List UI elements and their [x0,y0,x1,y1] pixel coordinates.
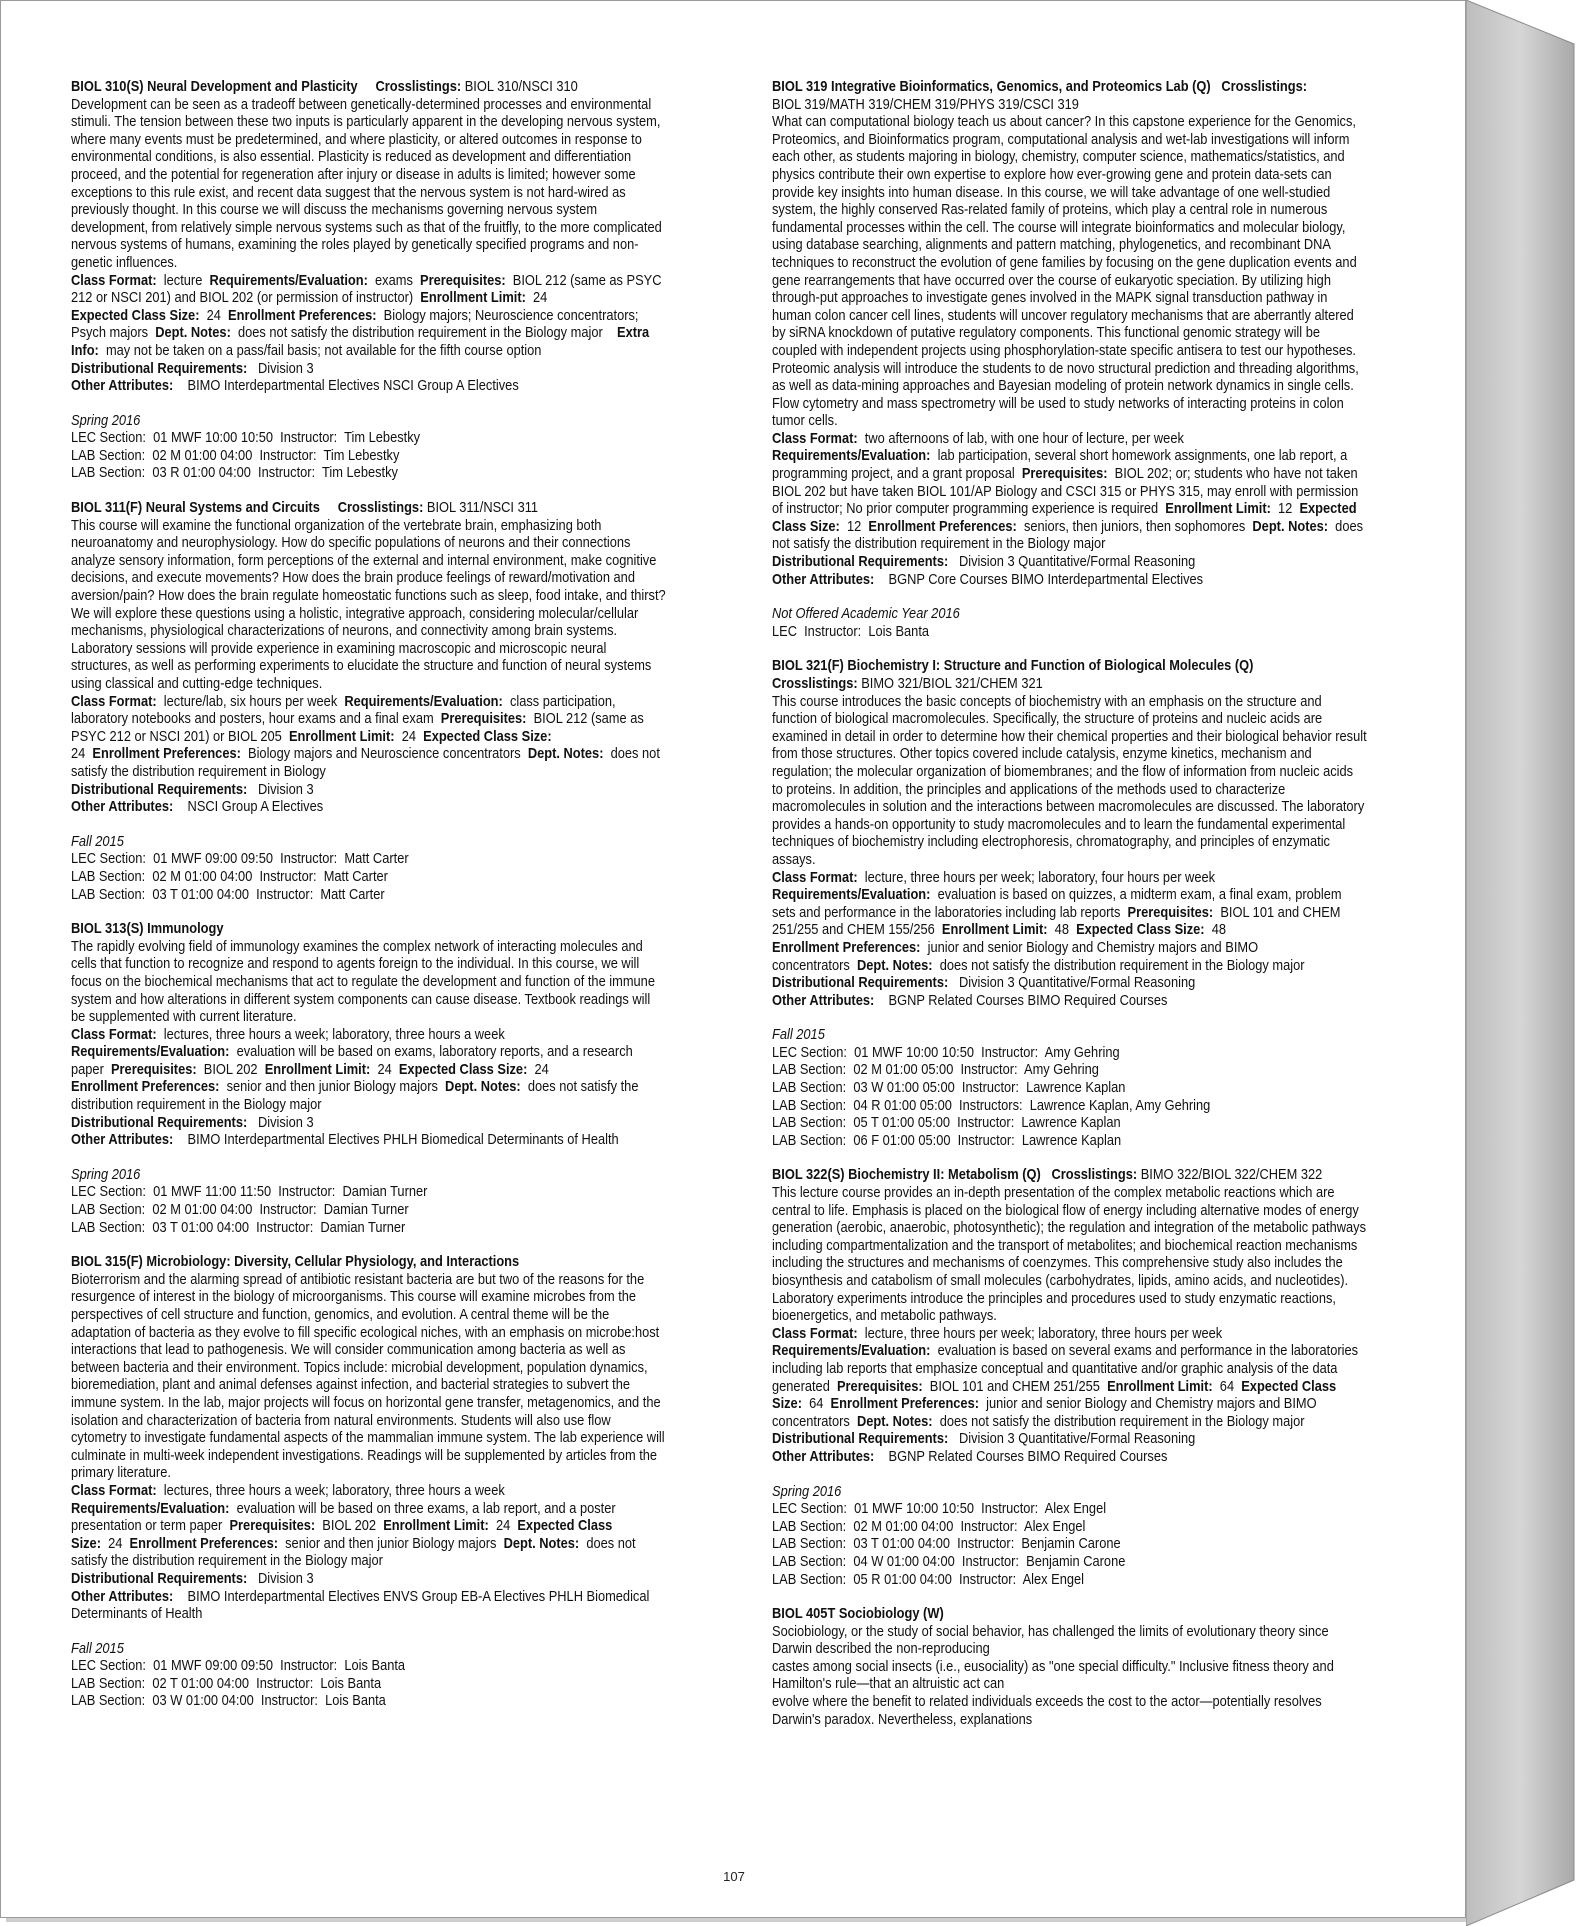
detail-value: BIOL 212 (same as PSYC 212 or NSCI 201) and BIOL 202 (or permission of instructor) [71,272,662,307]
detail-label: Requirements/Evaluation: [71,1500,230,1517]
detail-label: Dept. Notes: [856,1413,933,1430]
distribution-value: Division 3 [257,781,314,798]
attributes-value: BGNP Related Courses BIMO Required Courses [888,1448,1168,1465]
section-row: LAB Section: 03 T 01:00 04:00 Instructor: Benjamin Carone [772,1536,1121,1553]
left-column [71,79,666,1711]
course-description: This lecture course provides an in-depth presentation of the complex metabolic reactions which are central to life. Emphasis is placed on the biological flow of energy including alternative modes of energy generation (aerobic, anaerobic, photosynthetic); the regulation and integration of the metabolic pathways including compartmentalization and the transport of metabolites; and biochemical reaction mechanisms including the structures and mechanisms of coenzymes. This comprehensive study also includes the biosynthesis and catabolism of small molecules (carbohydrates, lipids, amino acids, and nucleotides). Laboratory experiments introduce the principles and procedures used to study enzymatic reactions, bioenergetics, and metabolic pathways. [772,1185,1366,1325]
detail-value: 64 [809,1396,824,1413]
section-row: LEC Instructor: Lois Banta [772,623,930,640]
detail-value: evaluation will be based on exams, laboratory reports, and a research paper [71,1044,633,1078]
section-row: LAB Section: 02 M 01:00 04:00 Instructor: Tim Lebestky [71,447,400,464]
distribution-value: Division 3 Quantitative/Formal Reasoning [958,975,1196,992]
term-label: Not Offered Academic Year 2016 [772,606,960,623]
section-row: LEC Section: 01 MWF 10:00 10:50 Instructor: Alex Engel [772,1501,1107,1518]
detail-label: Prerequisites: [229,1518,316,1535]
detail-label: Class Format: [772,1325,858,1342]
distribution-value: Division 3 [257,360,314,377]
section-row: LAB Section: 03 W 01:00 04:00 Instructor: Lois Banta [71,1693,386,1710]
detail-label: Requirements/Evaluation: [772,1343,931,1360]
detail-value: BIOL 212 (same as PSYC 212 or NSCI 201) or BIOL 205 [71,711,644,745]
section-row: LAB Section: 03 W 01:00 05:00 Instructor: Lawrence Kaplan [772,1080,1126,1097]
detail-value: lecture/lab, six hours per week [163,693,338,710]
detail-value: Biology majors and Neuroscience concentrators [248,746,521,763]
detail-value: does not satisfy the distribution requirement in the Biology major [237,325,603,342]
section-list [71,1167,666,1237]
course-description: This course introduces the basic concepts of biochemistry with an emphasis on the structure and function of biological macromolecules. Specifically, the structure of proteins and nucleic acids are examined in detail in order to determine how their chemical properties and their biological behavior result from those structures. Other topics covered include catalysis, enzyme kinetics, mechanism and regulation; the molecular organization of biomembranes; and the flow of information from nucleic acids to proteins. In addition, the principles and applications of the methods used to characterize macromolecules in solution and the interactions between macromolecules are discussed. The laboratory provides a hands-on opportunity to study macromolecules and to learn the fundamental experimental techniques of biochemistry including electrophoresis, chromatography, and principles of enzymatic assays. [772,693,1367,868]
detail-label: Enrollment Limit: [264,1061,371,1078]
detail-label: Class Format: [772,430,858,447]
detail-label: Class Format: [71,693,157,710]
detail-label: Expected Class Size: [71,1518,613,1552]
detail-label: Enrollment Limit: [1165,501,1271,518]
detail-value: junior and senior Biology and Chemistry majors and BIMO concentrators [772,1396,1317,1430]
section-row: LAB Section: 02 M 01:00 04:00 Instructor: Damian Turner [71,1202,409,1219]
section-row: LAB Section: 03 R 01:00 04:00 Instructor: Tim Lebestky [71,465,398,482]
section-list [71,413,666,483]
distribution-label: Distributional Requirements: [71,1570,248,1587]
section-row: LAB Section: 05 R 01:00 04:00 Instructor: Alex Engel [772,1571,1084,1588]
section-row: LAB Section: 02 T 01:00 04:00 Instructor: Lois Banta [71,1675,382,1692]
distribution-label: Distributional Requirements: [71,781,248,798]
distribution-value: Division 3 [257,1570,314,1587]
detail-label: Enrollment Limit: [1107,1378,1213,1395]
detail-label: Requirements/Evaluation: [772,448,931,465]
detail-label: Expected Class Size: [772,501,1357,535]
crosslistings: BIOL 319/MATH 319/CHEM 319/PHYS 319/CSCI 319 [772,96,1079,113]
attributes-label: Other Attributes: [772,571,875,588]
course-description-line: Sociobiology, or the study of social behavior, has challenged the limits of evolutionary theory since Darwin described the non-reproducing [772,1623,1329,1658]
distribution-label: Distributional Requirements: [772,975,949,992]
detail-value: BIOL 202 [203,1061,258,1078]
course-title: BIOL 315(F) Microbiology: Diversity, Cellular Physiology, and Interactions [71,1254,520,1271]
section-list [772,606,1367,641]
crosslist-label: Crosslistings: [337,500,424,517]
course-details [772,870,1367,976]
course-description: What can computational biology teach us about cancer? In this capstone experience for the Genomics, Proteomics, and Bioinformatics program, computational analysis and wet-lab investigations will inform each other, as students majoring in biology, chemistry, computer science, mathematics/statistics, and physics contribute their own expertise to explore how ever-growing gene and protein data-sets can provide key insights into human disease. In this course, we will take advantage of one well-studied system, the highly conserved Ras-related family of proteins, which play a central role in numerous fundamental processes within the cell. The course will integrate bioinformatics and molecular biology, using database searching, alignments and pattern matching, phylogenetics, and recombinant DNA techniques to reconstruct the evolution of gene families by focusing on the gene duplication events and gene rearrangements that have occurred over the course of eukaryotic speciation. By utilizing high through-put approaches to investigate genes involved in the MAPK signal transduction pathway in human colon cancer cell lines, students will uncover regulatory mechanisms that are aberrantly altered by siRNA knockdown of putative regulatory components. This functional genomic strategy will be coupled with independent projects using phosphorylation-state specific antisera to test our hypotheses. Proteomic analysis will introduce the students to de novo structural prediction and threading algorithms, as well as data-mining approaches and Bayesian modeling of protein network dynamics in single cells. Flow cytometry and mass spectrometry will be used to study networks of interacting proteins in colon tumor cells. [772,114,1359,430]
detail-value: BIOL 101 and CHEM 251/255 [929,1378,1100,1395]
section-row: LAB Section: 03 T 01:00 04:00 Instructor: Matt Carter [71,886,385,903]
detail-value: 48 [1211,922,1227,939]
course-entry [71,1254,666,1711]
section-row: LAB Section: 06 F 01:00 05:00 Instructor: Lawrence Kaplan [772,1132,1122,1149]
detail-value: lectures, three hours a week; laboratory, three hours a week [163,1482,505,1499]
detail-value: 48 [1054,922,1069,939]
detail-label: Class Format: [71,272,157,289]
distribution-value: Division 3 Quantitative/Formal Reasoning [958,1431,1196,1448]
detail-label: Expected Class Size: [772,1378,1337,1413]
course-description-line: castes among social insects (i.e., eusociality) as "one special difficulty." Inclusive fitness theory and Hamilton's rule—that an altruistic act can [772,1658,1334,1693]
detail-value: does not satisfy the distribution requirement in the Biology major [939,1413,1305,1430]
attributes-value: BIMO Interdepartmental Electives NSCI Group A Electives [187,378,519,395]
course-title: BIOL 310(S) Neural Development and Plasticity [71,79,358,95]
course-entry [772,1167,1367,1589]
detail-value: senior and then junior Biology majors [226,1079,438,1096]
detail-value: two afternoons of lab, with one hour of lecture, per week [864,430,1184,447]
detail-value: lectures, three hours a week; laboratory, three hours a week [163,1026,505,1043]
crosslist-label: Crosslistings: [1051,1167,1138,1184]
course-details [71,694,666,782]
detail-value: BIOL 202; or; students who have not taken BIOL 202 but have taken BIOL 101/AP Biology and CSCI 315 or PHYS 315, may enroll with permission of instructor; No prior computer programming experience is required [772,466,1359,518]
detail-label: Prerequisites: [420,272,506,289]
detail-label: Prerequisites: [110,1061,197,1078]
section-row: LAB Section: 02 M 01:00 04:00 Instructor: Matt Carter [71,868,388,885]
course-description: Development can be seen as a tradeoff between genetically-determined processes and environmental stimuli. The tension between these two inputs is particularly apparent in the developing nervous system, where many events must be predetermined, and where plasticity, or altered outcomes in response to environmental conditions, is also essential. Plasticity is reduced as development and differentiation proceed, and the potential for regeneration after injury or disease in adults is limited; however some exceptions to this rule exist, and recent data suggest that the nervous system is not hard-wired as previously thought. In this course we will discuss the mechanisms governing nervous system development, from relatively simple nervous systems such as that of the fruitfly, to the more complicated nervous systems of humans, examining the roles played by genetically specified programs and non-genetic influences. [71,96,662,271]
detail-value: does not satisfy the distribution requirement in the Biology major [71,1535,636,1570]
attributes-label: Other Attributes: [71,1132,174,1149]
detail-value: lecture [163,272,203,289]
detail-label: Prerequisites: [440,711,527,728]
detail-label: Enrollment Preferences: [129,1535,278,1552]
detail-label: Requirements/Evaluation: [209,272,368,289]
distribution-label: Distributional Requirements: [772,1431,949,1448]
detail-label: Requirements/Evaluation: [71,1044,230,1061]
detail-value: junior and senior Biology and Chemistry majors and BIMO concentrators [772,939,1259,974]
course-entry [772,658,1367,1150]
section-row: LEC Section: 01 MWF 10:00 10:50 Instructor: Tim Lebestky [71,430,421,447]
detail-value: 24 [495,1518,511,1535]
detail-label: Dept. Notes: [856,957,933,974]
detail-label: Requirements/Evaluation: [344,693,503,710]
section-row: LEC Section: 01 MWF 10:00 10:50 Instructor: Amy Gehring [772,1044,1120,1061]
course-entry [71,921,666,1237]
detail-label: Enrollment Preferences: [830,1396,979,1413]
course-entry [772,79,1367,641]
detail-label: Dept. Notes: [445,1079,521,1096]
detail-label: Prerequisites: [836,1378,923,1395]
course-entry [71,79,666,483]
section-list [71,1641,666,1711]
course-title: BIOL 313(S) Immunology [71,921,224,938]
detail-value: evaluation will be based on three exams, a lab report, and a poster presentation or term paper [71,1500,616,1535]
course-details [71,273,666,361]
detail-label: Dept. Notes: [155,325,231,342]
detail-label: Expected Class Size: [71,307,200,324]
course-title: BIOL 405T Sociobiology (W) [772,1606,944,1623]
section-row: LEC Section: 01 MWF 11:00 11:50 Instructor: Damian Turner [71,1184,428,1201]
detail-value: does not satisfy the distribution requirement in the Biology major [71,1079,639,1114]
course-title: BIOL 321(F) Biochemistry I: Structure and Function of Biological Molecules (Q) [772,658,1254,675]
crosslistings: BIOL 311/NSCI 311 [426,500,539,517]
detail-label: Dept. Notes: [527,746,604,763]
attributes-value: NSCI Group A Electives [187,799,324,816]
crosslistings: BIOL 310/NSCI 310 [464,79,578,95]
detail-value: Biology majors; Neuroscience concentrators; Psych majors [71,307,639,342]
attributes-label: Other Attributes: [71,378,174,395]
detail-value: senior and then junior Biology majors [285,1535,497,1552]
detail-label: Class Format: [71,1482,157,1499]
section-list [772,1484,1367,1590]
distribution-label: Distributional Requirements: [71,360,248,377]
section-row: LEC Section: 01 MWF 09:00 09:50 Instructor: Lois Banta [71,1658,406,1675]
detail-value: may not be taken on a pass/fail basis; not available for the fifth course option [105,342,542,359]
course-entry [71,500,666,904]
section-list [71,834,666,904]
detail-label: Extra Info: [71,325,650,359]
course-title: BIOL 322(S) Biochemistry II: Metabolism (Q) [772,1167,1041,1184]
attributes-label: Other Attributes: [71,799,174,816]
section-row: LEC Section: 01 MWF 09:00 09:50 Instructor: Matt Carter [71,851,409,868]
detail-value: lecture, three hours per week; laboratory, three hours per week [864,1325,1223,1342]
distribution-label: Distributional Requirements: [71,1114,248,1131]
crosslistings: BIMO 321/BIOL 321/CHEM 321 [861,676,1043,692]
course-description: This course will examine the functional organization of the vertebrate brain, emphasizing both neuroanatomy and neurophysiology. How do specific populations of neurons and their connections analyze sensory information, form perceptions of the external and internal environment, make cognitive decisions, and execute movements? How does the brain produce feelings of reward/motivation and aversion/pain? How does the brain regulate homeostatic functions such as sleep, food intake, and thirst? We will explore these questions using a holistic, integrative approach, considering molecular/cellular mechanisms, physiological characterizations of neurons, and connectivity among brain systems. Laboratory sessions will provide experience in examining macroscopic and microscopic neural structures, as well as performing experiments to elucidate the structure and function of neural systems using classical and cutting-edge techniques. [71,517,666,692]
detail-value: lab participation, several short homework assignments, one lab report, a programming project, and a grant proposal [772,448,1348,483]
right-column [772,79,1367,1729]
term-label: Spring 2016 [71,1166,141,1183]
detail-label: Dept. Notes: [503,1535,580,1552]
detail-label: Prerequisites: [1021,466,1108,483]
detail-label: Expected Class Size: [1076,922,1205,939]
detail-value: does not satisfy the distribution requirement in Biology [71,746,660,780]
term-label: Fall 2015 [772,1027,825,1044]
detail-value: 24 [377,1061,392,1078]
section-row: LAB Section: 04 W 01:00 04:00 Instructor: Benjamin Carone [772,1553,1126,1570]
detail-value: 24 [206,307,221,324]
course-description: The rapidly evolving field of immunology examines the complex network of interacting molecules and cells that function to recognize and respond to agents foreign to the individual. In this course, we will focus on the biochemical mechanisms that act to regulate the development and function of the immune system and how alterations in different system components can cause disease. Textbook readings will be supplemented with current literature. [71,938,655,1026]
detail-label: Enrollment Limit: [383,1518,489,1535]
detail-value: does not satisfy the distribution requirement in the Biology major [939,957,1305,974]
detail-value: BIOL 101 and CHEM 251/255 and CHEM 155/256 [772,904,1341,939]
section-row: LAB Section: 03 T 01:00 04:00 Instructor: Damian Turner [71,1219,406,1236]
detail-value: 24 [534,1061,549,1078]
page-edge-shape [1466,0,1581,1926]
detail-label: Enrollment Preferences: [868,518,1017,535]
course-details [71,1483,666,1571]
detail-value: lecture, three hours per week; laboratory, four hours per week [864,869,1216,886]
attributes-value: BIMO Interdepartmental Electives PHLH Biomedical Determinants of Health [187,1132,619,1149]
detail-value: 12 [846,518,862,535]
detail-label: Prerequisites: [1127,904,1214,921]
detail-label: Enrollment Limit: [288,728,395,745]
detail-label: Expected Class Size: [398,1061,528,1078]
attributes-value: BIMO Interdepartmental Electives ENVS Group EB-A Electives PHLH Biomedical Determinants of Health [71,1588,650,1623]
section-list [772,1027,1367,1150]
attributes-label: Other Attributes: [71,1588,174,1605]
detail-value: evaluation is based on several exams and performance in the laboratories including lab reports that emphasize conceptual and quantitative and/or graphic analysis of the data generated [772,1343,1359,1395]
section-row: LAB Section: 02 M 01:00 05:00 Instructor: Amy Gehring [772,1062,1099,1079]
detail-value: 64 [1219,1378,1235,1395]
distribution-value: Division 3 [257,1114,314,1131]
crosslist-label: Crosslistings: [375,79,462,95]
course-details [772,431,1367,554]
attributes-label: Other Attributes: [772,1448,875,1465]
detail-label: Enrollment Limit: [941,922,1048,939]
detail-label: Enrollment Limit: [420,290,526,307]
detail-value: exams [375,272,413,289]
crosslist-label: Crosslistings: [772,676,858,692]
detail-value: 24 [401,728,416,745]
detail-value: 24 [108,1535,123,1552]
attributes-value: BGNP Core Courses BIMO Interdepartmental Electives [888,571,1204,588]
page-curl-edge [1466,0,1581,1926]
attributes-label: Other Attributes: [772,992,875,1009]
course-entry [772,1606,1367,1729]
section-row: LAB Section: 04 R 01:00 05:00 Instructors: Lawrence Kaplan, Amy Gehring [772,1097,1211,1114]
crosslistings: BIMO 322/BIOL 322/CHEM 322 [1140,1167,1323,1184]
detail-value: seniors, then juniors, then sophomores [1023,518,1246,535]
course-details [772,1326,1367,1432]
course-details [71,1027,666,1115]
detail-label: Class Format: [772,869,858,886]
detail-value: class participation, laboratory notebooks and posters, hour exams and a final exam [71,693,616,728]
page-number: 107 [723,1869,745,1884]
crosslist-label: Crosslistings: [1221,79,1307,95]
detail-label: Enrollment Preferences: [228,307,377,324]
term-label: Fall 2015 [71,833,124,850]
course-description-line: evolve where the benefit to related individuals exceeds the cost to the actor—potentially resolves Darwin's paradox. Nevertheless, explanations [772,1694,1322,1728]
detail-label: Requirements/Evaluation: [772,887,931,904]
detail-label: Class Format: [71,1026,157,1043]
term-label: Spring 2016 [71,412,141,429]
section-row: LAB Section: 02 M 01:00 04:00 Instructor: Alex Engel [772,1518,1086,1535]
detail-value: 24 [71,746,86,763]
detail-label: Expected Class Size: [423,728,552,745]
detail-label: Enrollment Preferences: [772,939,921,956]
distribution-value: Division 3 Quantitative/Formal Reasoning [958,554,1196,571]
section-row: LAB Section: 05 T 01:00 05:00 Instructor: Lawrence Kaplan [772,1115,1121,1132]
detail-value: 12 [1278,501,1293,518]
distribution-label: Distributional Requirements: [772,554,949,571]
course-title: BIOL 311(F) Neural Systems and Circuits [71,500,320,517]
detail-label: Enrollment Preferences: [71,1079,220,1096]
term-label: Spring 2016 [772,1483,842,1500]
detail-label: Enrollment Preferences: [92,746,241,763]
term-label: Fall 2015 [71,1640,124,1657]
attributes-value: BGNP Related Courses BIMO Required Courses [888,992,1168,1009]
detail-label: Dept. Notes: [1252,518,1329,535]
course-title: BIOL 319 Integrative Bioinformatics, Genomics, and Proteomics Lab (Q) [772,79,1211,95]
detail-value: BIOL 202 [322,1518,377,1535]
course-description: Bioterrorism and the alarming spread of antibiotic resistant bacteria are but two of the reasons for the resurgence of interest in the biology of microorganisms. This course will examine microbes from the perspectives of cell structure and function, genomics, and evolution. A central theme will be the adaptation of bacteria as they evolve to fill specific ecological niches, with an emphasis on microbe:host interactions that lead to pathogenesis. We will consider communication among bacteria as well as between bacteria and their environment. Topics include: microbial development, population dynamics, bioremediation, plant and animal defenses against infection, and bacterial strategies to subvert the immune system. In the lab, major projects will focus on horizontal gene transfer, metagenomics, and the isolation and characterization of bacteria from natural environments. Students will also use flow cytometry to investigate fundamental aspects of the mammalian immune system. The lab experience will culminate in multi-week independent investigations. Readings will be supplemented by articles from the primary literature. [71,1271,665,1482]
detail-value: 24 [533,290,548,307]
detail-value: evaluation is based on quizzes, a midterm exam, a final exam, problem sets and performance in the laboratories including lab reports [772,887,1342,921]
detail-value: does not satisfy the distribution requirement in the Biology major [772,518,1364,553]
